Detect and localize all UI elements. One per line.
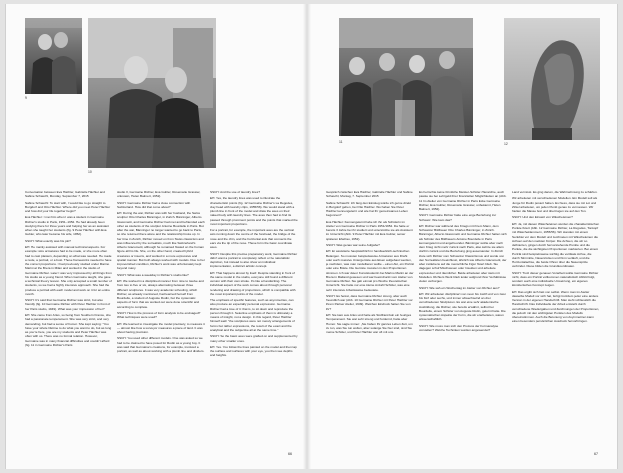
paragraph: SSCH: It's said that Germaine Richier was strict, but also friendly (fig. 10 Germaine Richier with Peter Hächler in front of her Paris studio, 1949). What was your impression of her? [25,298,111,311]
paragraph: The emphasis of specific features, such as asymmetries, can also produce an especially personal expression. Germaine Richier had a love of it: that is, to sit down and reproduce the person through it. Selective emphasis of them is ultimately a means of insight, not a design. In this regard, Peter Hächler himself said: "the sculptures were not merely arrangements of forms but rather expressions, the result of the exact and the analytical and the subjective all at the same time." [210,298,295,332]
paragraph: EH: Das ergibt sich fast von selbst. Wenn man im Atelier dasselbe Modell vor sich hat, fertigt trotzdem jeder eine andere Version in der eigenen Handschrift. Man sieht schliesslich die Handschrift. Das Individuelle der Arbeit entsteht durch verschiedene Wiedergaben und Zeichnungen der Proportionen, die jedoch mit den wichtigsten Punkten des Modells übereinstimmen. Auch die Betonung von Asymmetrien kann einen besonders persönlichen Ausdruck hervorbringen. [512,289,600,324]
paragraph: SSCH: Despite this precise preparatory work, Germaine Richier didn't want a portrait to completely reflect or be naturalistic depiction, but instead to also show an individual implementation, a distinct artistic concept. [210,251,298,269]
paragraph: SSCH: Germaine Richier had a close connection with Switzerland. How did that come about? [117,200,191,209]
paragraph: SSCH: You used other different models. One was asked so we had to be claimed to have posed for Rodin as a young boy. It was said that Germaine's creations, for example, involved a portrait, as well as about working with a plumb line and dividers. [117,336,205,354]
page-number-right: 67 [594,452,598,456]
paragraph: Eva Hächler: Kennengelernt habe ich ihn als Schülerin im Atelier von Germaine Richier in Paris 1951/1952. Da hatte er bereits 3 Jahre bei ihr studiert und unterstützte sie als Assistent im Unterricht (Abb. 9 Peter Hächler mit Eva Gubler, seiner späteren Ehefrau, 1952). [326,219,413,241]
paragraph: EH: Er assistierte hauptsächlich in handwerklich-technischen Belangen. So mussten beispielsweise Armaturen aus Draht oder auch massive Untergerüste aus Eisen aufgebaut werden, je nachdem, was man modellieren wollte – einen Akt, ein Porträt oder eine Büste. Die Gerüste mussten in den Proportionen stimmen. Ich war davor Kunststudentin bei Marino Marini an der Brera in Mailand gewesen und war beeindruckt vom Atelier von Germaine Richier. Sie gab einmal pro Woche theoretischen Unterricht. Sie hatte nur eine kleine Anzahl Schüler, was eine sehr intensive Arbeitsweise bedeutete. [326,249,414,292]
paragraph: EH: He mainly assisted with manual technical aspects. For example: wire armatures had to be made, or she more often had to cast plasters, depending on what was needed. He made a nude, a portrait, or a bust. These frameworks needed to have the correct proportions. I had previously studied under Marino Marini at the Brera in Milan and worked in the studio of Germaine Richier. Later I was very impressed by all things from his studio as a young friend. When Germaine taught, she gave a technical theory lesson. She only accepted a small number of students, so we had a highly intensive approach. She had the produce a portrait with each model and work on it for an entire month. [25,245,112,296]
paragraph: Sabine Schaschl: Ich fang den Einstieg würde ich gerne direkt in Burgdorf gehen, bei Otto Hächler. Wo haben Sie Peter Hächler kennengelernt und wie hat Ihr gemeinsames Leben begonnen? [326,200,411,218]
page-number-left: 66 [288,452,292,456]
paragraph: EH: During the war, Richier was with her husband, the Swiss sculptor Otto Charles Bänninger, in Zurich. Bänninger, Alberto Giacometti, and Germaine Richier had met and befriended each other as students of the sculptor Antoine Bourdelle in Paris. But after the war, Bänninger no longer wanted to go back to Paris, so she returned there alone and the relationship broke up. In her time in Zurich, Richier moved on from Swiss classicism and was influenced by the surrealists, much like Switzerland's Alberto Giacometti, although he remained fixated on the human figure all his life. She, on the other hand, created hybrid creatures or insects, and worked in a more expressive and spatial manner. But both always worked with models. Due to her impoverished condition, Richier's work was unfortunately kept beyond many. [117,211,205,271]
caption-fig-10: 10 [88,170,92,174]
paragraph: SSCH: Und den Einsatz von Wäscheleinen? [512,215,573,220]
photo-fig-10 [88,18,216,168]
text-column-5 [419,190,507,448]
paragraph: Gespräch zwischen Eva Hächler, Gabrielle Hächler und Sabine Schaschl, Montag, 7. September 2015 [326,190,413,199]
paragraph: Eva Hächler: I met him when I was a student in Germaine Richier's studio in Paris, 1951–1952. He had already been studying there for three years and helping her as an assistant when she taught her students (fig. 9 Peter Hächler with Eva Gubler, who later became his wife, 1952). [25,215,109,237]
paragraph: EH: She came from Arles, so being from Southern France, she had a passionate temperament. She was very strict, and very demanding, but had a sense of humor. She kept saying: "You have your whole lifetime to do what you want to do, but as long as you're here, you are my students and Peter Hächler was often with us. There was no formal relation. However, Germaine was in many financial difficulties and couldn't afford (fig. 11 in Germaine Richier's Paris [25,313,112,347]
paragraph: EH: Wir arbeiteten diszipliniert von neun bis zwölf und von zwei bis fünf oder sechs, und immer abwechselnd an drei verschiedenen Skulpturen. Es war eine sehr akademische Ausbildung, die Richier, wie bereits erwähnt, selbst bei Bourdelle, einem Schüler von Auguste Rodin, gelernt hatte. Die systematischen Aspekte der Form, die wir erarbeiteten, waren wissenschaftlich. [419,291,506,322]
paragraph: SSCH: Wie muss man sich den Prozess der Formanalyse vorstellen? Welche Techniken wurden angewendet? [419,323,499,332]
paragraph: EH: Yes, the laundry lines was used to illustrate the characteristic points (fig. 12 Germaine Richier's La Regodes, clay head with laundry clips, 1955/56). We would stand with a plumb line in front of the model and draw the axes on their naked body with laundry lines. The axes then had to find its passed through prominent points and the points that marked the most important proportions. [210,196,298,226]
photo-fig-12 [504,18,600,140]
paragraph: SSCH: What exactly was his job? [25,238,71,243]
photo-fig-11 [339,18,473,136]
paragraph: SSCH: What was a weekday in Richier's studio like? [117,272,189,277]
paragraph: EH: Ja, mit diesen Wäscheleinen wurden die charakteristischen Punkte fixiert (Abb. 12 Germaine Richier, La Regodes, Tonkopf mit Wäscheklammern, 1955/56). Wir standen mit einem Senkblei vor dem Modell und zeichneten mit Wäscheleinen die Achsen auf den nackten Körper. Die Achsen, die wir so definierten, gingen durch hervorstehende Punkte und die Punkte, die die wichtigsten Proportionen markierten. Bei einem Porträt sind beispielsweise wichtig die vertikale Achse, die durch Stirnmitte, Nasenrücken und Kinn verläuft, und die Horizontalachse, die beide Ohren über die Nasenspitze verbindet. Diese bilden die Grundkoordinaten. [512,221,600,269]
paragraph: studio II, Germaine Richier, Eva Gubler, Rosemarie Grassier, unknown, Helen Balmert, 1952). [117,190,201,199]
text-column-6 [512,190,600,448]
paragraph: SSCH: Es heisst, dass Germaine Richier streng, aber auch freundlich war (Abb. 10 Germaine Richier mit Peter Hächler vor ihrem Pariser Atelier, 1949). Welchen Eindruck hatten Sie von ihr? [326,293,413,311]
paragraph: SSCH: So the basic axes were grafted on and supplemented by many other smaller ones. [210,334,298,343]
paragraph: EH: Sie kam aus Arles und hatte als Südfranzösin ein feuriges Temperament. Sie war sehr streng und fordernd, hatte aber Humor. Sie sagte immer: „Sie haben Ihr ganzes Leben Zeit, um zu tun, was Sie tun wollen, aber solange Sie hier sind, sind Sie meine Schüler, und Peter Hächler war oft mit uns. [326,313,413,335]
paragraph: Sabine Schaschl: To start with, I would like to go straight to Burgdorf and Otto Hächler. Where did you meet Peter Hächler and how did your life together begin? [25,200,111,214]
paragraph: For a portrait, for example, the important axes are the vertical axis running down the centre of the forehead, the bridge of the nose and the chin, and the horizontal axis that connects the ears via the tip of the nose. These form the basic coordinate axes. [210,228,296,250]
paragraph: SSCH: And the use of laundry lines? [210,190,261,194]
text-column-1 [25,190,112,448]
paragraph: EH: We learned to investigate the model precisely, to measure it — almost like how a surveyor measures a piece of land. It was about having precision. [117,321,205,335]
paragraph: Wir arbeiteten mit verschiedenen Modellen. Ein Modell soll als Junge für Rodin posiert haben. Es hiess, dass sie mit Lot und Zirkel arbeiteten, um jeden Punkt genau zu vermessen. Wir hielten die Masse fest und übertrugen sie auf den Ton. [512,196,598,214]
text-column-2 [117,190,205,448]
caption-fig-11: 11 [339,140,343,144]
paragraph: SSCH: Trotz dieser genauen Vorarbeit wollte Germaine Richier nicht, dass ein Porträt vollkommen naturalistisch Abbild folgt, sondern auch eine individuelle Umsetzung, ein eigenes künstlerisches Konzept zeigen. [512,270,599,288]
caption-fig-9: 9 [25,96,27,100]
text-column-3 [210,190,298,448]
paragraph: EH: Richier war während des Kriegs mit ihrem Mann, dem Schweizer Bildhauer Otto Charles Bänninger, in Zürich. Bänninger, Alberto Giacometti und Germaine Richier hatten sich als Schüler des Bildhauers Antoine Bourdelle in Paris kennengelernt und angefreundet. Bänninger wollte aber nach dem Krieg nicht mehr zurück nach Paris, also kehrte sie allein dorthin zurück und die Beziehung ging auseinander. In Zürich löste sich Richier vom Schweizer Klassizismus und wurde von den Surrealisten beeinflusst, ähnlich wie Alberto Giacometti, der aber zeitlebens auf die menschliche Figur fixiert blieb. Sie dagegen schuf Mischwesen oder Insekten und arbeitete expressiver und räumlicher. Beide arbeiteten aber stets mit Modellen. Richiers Werk blieb leider aufgrund ihrer Verhältnisse vielen verborgen. [419,223,507,284]
paragraph: Es herrschte keine förmliche Meister-Schüler-Hierarchie, auch passte sie bei Lehrgeld ihrer finanziellen Möglichkeiten an (Abb. 11 Im Atelier von Germaine Richier in Paris Ecke Germaine Richier, Eva Gubler, Rosemarie Grassier, unbekannt, Helen Balmert, 1952). [419,190,507,211]
text-column-4 [326,190,414,448]
paragraph: SSCH: How is the process of form analysis to be envisaged? What techniques were used? [117,310,201,320]
photo-fig-9 [25,18,82,94]
caption-fig-12: 12 [504,142,508,146]
paragraph: Land vermisst. Es ging darum, die Wahrnehmung zu schärfen. [512,190,598,194]
paragraph: SSCH: Was genau war seine Aufgabe? [326,243,380,248]
paragraph: SSCH: Germaine Richier hatte eine enge Beziehung zur Schweiz. Wie kam das? [419,213,497,222]
paragraph: SSCH: Wie sah ein Wochentag im Atelier von Richier aus? [419,285,500,290]
paragraph: Conversation between Eva Hächler, Gabrielle Hächler and Sabine Schaschl, Monday, September 7, 2015 [25,190,105,199]
paragraph: EH: We worked in a disciplined manner from nine to twelve and from two to five or six, always alternating between three different sculptures. It was very academic schooling, which Richier, as already mentioned, had learned herself from Bourdelle, a student of Auguste Rodin, but the systematic aspects of form that we worked out were done scientific and according to complete. [117,279,204,309]
book-gutter [303,4,311,469]
paragraph: EH: That happens almost by itself. Despite standing in front of the same model in the studio, everyone still found a different version with their own stroke. It's like a handwriting. The individual aspect of the work comes about through personal rendering and drawing of proportions, which is compatible with the most important points of the model. [210,270,296,296]
paragraph: EH: Yes. You follow the lines painted on the model and then tap the surface and surfaces with your eye, you then see depths and heights. [210,344,297,358]
